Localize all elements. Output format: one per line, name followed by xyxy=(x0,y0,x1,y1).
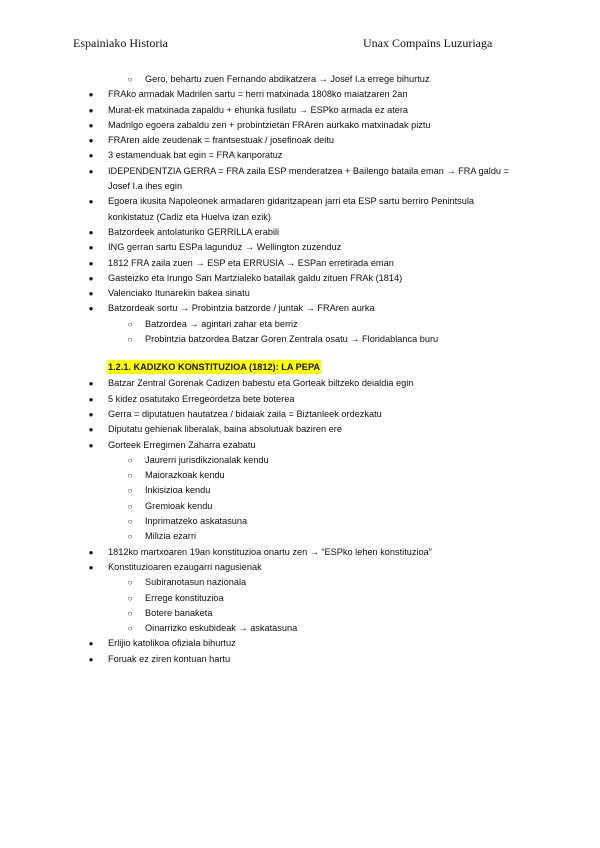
list-item-text: Josef I.a ihes egin xyxy=(108,181,183,192)
list-item-text: Milizia ezarri xyxy=(145,531,197,542)
circle-bullet-icon: ○ xyxy=(127,486,133,496)
list-item xyxy=(0,652,600,667)
sub-list-item xyxy=(0,317,600,332)
header-author: Unax Compains Luzuriaga xyxy=(363,36,493,50)
bullet-icon: ● xyxy=(88,639,94,649)
list-item xyxy=(0,87,600,102)
list-item-text: Erlijio katolikoa ofiziala bihurtuz xyxy=(108,638,236,649)
circle-bullet-icon: ○ xyxy=(127,455,133,465)
bullet-icon: ● xyxy=(88,425,94,435)
circle-bullet-icon: ○ xyxy=(127,75,133,84)
bullet-icon: ● xyxy=(88,547,94,557)
list-item-text: 1812 FRA zaila zuen → ESP eta ERRUSIA → ESPan erretirada eman xyxy=(108,257,394,268)
sub-list-item xyxy=(0,514,600,529)
list-item xyxy=(0,256,600,271)
bullet-icon: ● xyxy=(88,90,94,100)
list-item xyxy=(0,194,600,209)
list-item-text: Errege konstituzioa xyxy=(145,592,224,603)
list-item xyxy=(0,301,600,316)
list-item-text: Batzordea → agintari zahar eta berriz xyxy=(145,318,298,329)
list-item xyxy=(0,133,600,148)
list-item xyxy=(0,103,600,118)
list-item xyxy=(0,560,600,575)
list-item-text: IDEPENDENTZIA GERRA = FRA zaila ESP menderatzea + Bailengo bataila eman → FRA galdu = xyxy=(108,165,509,176)
list-item-text: 3 estamenduak bat egin = FRA kanporatuz xyxy=(108,150,283,161)
list-item-text: FRAren alde zeudenak = frantsestuak / josefinoak deitu xyxy=(108,135,334,146)
bullet-icon: ● xyxy=(88,654,94,664)
list-item-text: Gerra = diputatuen hautatzea / bidaiak zaila = Biztanleek ordezkatu xyxy=(108,408,382,419)
bullet-icon: ● xyxy=(88,105,94,115)
list-item-text: Valenciako Itunarekin bakea sinatu xyxy=(108,288,250,299)
bullet-icon: ● xyxy=(88,289,94,299)
list-item xyxy=(0,240,600,255)
list-item-text: Foruak ez ziren kontuan hartu xyxy=(108,653,231,664)
bullet-icon: ● xyxy=(88,166,94,176)
list-item-text: Inkisizioa kendu xyxy=(145,485,211,496)
list-item xyxy=(0,164,600,179)
list-item-text: Inprimatzeko askatasuna xyxy=(145,516,248,527)
bullet-icon: ● xyxy=(88,304,94,314)
bullet-list-section-a xyxy=(0,72,600,347)
list-item-text: Gorteek Erregimen Zaharra ezabatu xyxy=(108,439,256,450)
section-heading-text: 1.2.1. KADIZKO KONSTITUZIOA (1812): LA PEPA xyxy=(108,362,321,373)
sub-list-item xyxy=(0,529,600,544)
bullet-icon: ● xyxy=(88,394,94,404)
list-item xyxy=(0,392,600,407)
list-item xyxy=(0,376,600,391)
bullet-icon: ● xyxy=(88,227,94,237)
sub-list-item xyxy=(0,468,600,483)
sub-list-item xyxy=(0,575,600,590)
sub-list-item xyxy=(0,483,600,498)
circle-bullet-icon: ○ xyxy=(127,578,133,588)
list-item xyxy=(0,407,600,422)
list-item xyxy=(0,636,600,651)
circle-bullet-icon: ○ xyxy=(127,624,133,634)
list-item-text: Batzordeek antolaturiko GERRILLA erabili xyxy=(108,226,280,237)
list-item-text: Botere banaketa xyxy=(145,607,213,618)
list-item-text: Diputatu gehienak liberalak, baina absolutuak baziren ere xyxy=(108,424,342,435)
circle-bullet-icon: ○ xyxy=(127,532,133,542)
list-item xyxy=(0,148,600,163)
bullet-icon: ● xyxy=(88,409,94,419)
bullet-icon: ● xyxy=(88,136,94,146)
list-item-text: Gremioak kendu xyxy=(145,500,213,511)
bullet-icon: ● xyxy=(88,379,94,389)
circle-bullet-icon: ○ xyxy=(127,501,133,511)
bullet-icon: ● xyxy=(88,440,94,450)
page-content xyxy=(0,72,600,667)
list-item xyxy=(0,118,600,133)
bullet-icon: ● xyxy=(88,151,94,161)
circle-bullet-icon: ○ xyxy=(127,319,133,329)
bullet-icon: ● xyxy=(88,562,94,572)
sub-list-item xyxy=(0,499,600,514)
list-item-text: Probintzia batzordea Batzar Goren Zentrala osatu → Floridablanca buru xyxy=(145,334,439,345)
list-item-text: 1812ko martxoaren 19an konstituzioa onartu zen → “ESPko lehen konstituzioa” xyxy=(108,546,432,557)
sub-list-item xyxy=(0,591,600,606)
list-item-text: Batzordeak sortu → Probintzia batzorde / juntak → FRAren aurka xyxy=(108,303,375,314)
sub-list-item xyxy=(0,621,600,636)
circle-bullet-icon: ○ xyxy=(127,608,133,618)
list-item-text: Maiorazkoak kendu xyxy=(145,470,225,481)
list-item-text: Subiranotasun nazionala xyxy=(145,577,247,588)
list-item-text: Oinarrizko eskubideak → askatasuna xyxy=(145,623,298,634)
list-item-text: konkistatuz (Cadiz eta Huelva izan ezik) xyxy=(108,211,271,222)
list-item-text: Egoera ikusita Napoleonek armadaren gidaritzapean jarri eta ESP sartu berriro Penintsula xyxy=(108,196,475,207)
circle-bullet-icon: ○ xyxy=(127,335,133,345)
circle-bullet-icon: ○ xyxy=(127,471,133,481)
list-item-text: Jaurerri jurisdikzionalak kendu xyxy=(145,454,269,465)
bullet-icon: ● xyxy=(88,120,94,130)
list-item-text: Gasteizko eta Irungo San Martzialeko batailak galdu zituen FRAk (1814) xyxy=(108,272,403,283)
list-item xyxy=(0,422,600,437)
list-item-text: Madrilgo egoera zabaldu zen + probintzietan FRAren aurkako matxinadak piztu xyxy=(108,119,431,130)
list-item-text: Murat-ek matxinada zapaldu + ehunka fusilatu → ESPko armada ez atera xyxy=(108,104,409,115)
list-item-text: ING gerran sartu ESPa lagunduz → Wellington zuzenduz xyxy=(108,242,342,253)
sub-list-item xyxy=(0,72,600,87)
list-item-text: 5 kidez osatutako Erregeordetza bete boterea xyxy=(108,393,295,404)
list-item xyxy=(0,286,600,301)
sub-list-item xyxy=(0,332,600,347)
list-item xyxy=(0,438,600,453)
sub-list-item xyxy=(0,606,600,621)
circle-bullet-icon: ○ xyxy=(127,517,133,527)
section-heading xyxy=(0,359,600,376)
list-item-continuation xyxy=(0,210,600,225)
list-item xyxy=(0,225,600,240)
list-item-text: Gero, behartu zuen Fernando abdikatzera → Josef I.a errege bihurtuz xyxy=(145,74,430,84)
bullet-icon: ● xyxy=(88,273,94,283)
sub-list-item xyxy=(0,453,600,468)
list-item-continuation xyxy=(0,179,600,194)
bullet-icon: ● xyxy=(88,197,94,207)
list-item xyxy=(0,271,600,286)
bullet-list-section-b xyxy=(0,376,600,667)
bullet-icon: ● xyxy=(88,243,94,253)
list-item xyxy=(0,545,600,560)
list-item-text: FRAko armadak Madrilen sartu = herri matxinada 1808ko maiatzaren 2an xyxy=(108,89,408,100)
list-item-text: Batzar Zentral Gorenak Cadizen babestu eta Gorteak biltzeko deialdia egin xyxy=(108,378,414,389)
header-subject: Espainiako Historia xyxy=(73,36,168,50)
bullet-icon: ● xyxy=(88,258,94,268)
circle-bullet-icon: ○ xyxy=(127,593,133,603)
list-item-text: Konstituzioaren ezaugarri nagusienak xyxy=(108,561,262,572)
